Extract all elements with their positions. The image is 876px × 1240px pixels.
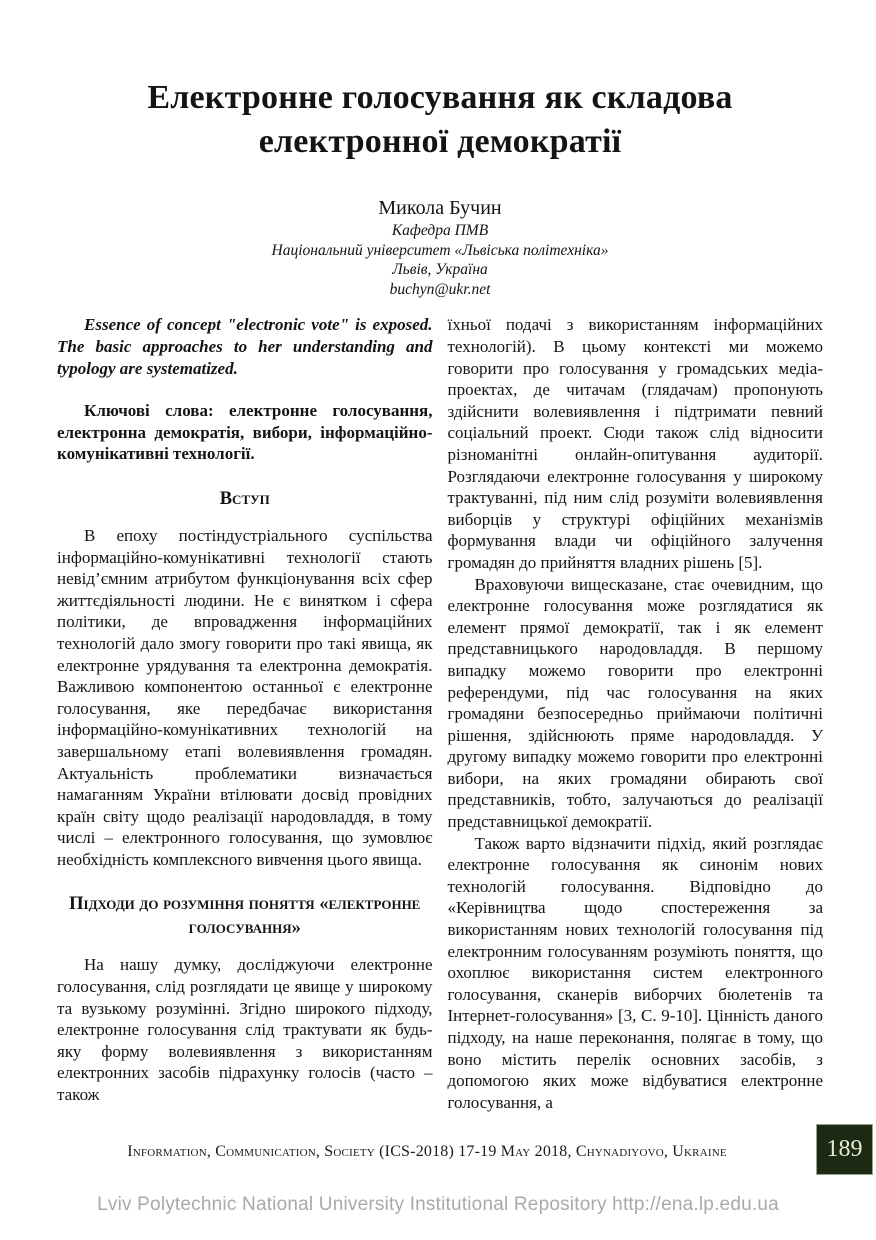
left-column (57, 314, 433, 1113)
intro-paragraph: В епоху постіндустріального суспільства інформаційно-комунікативні технології стають невід’ємним атрибутом функціонування всіх сфер життєдіяльності людини. Не є винятком і сфера політики, де впровадження інформаційних технологій дало змогу говорити про такі явища, як електронне урядування та електронна демократія. Важливою компонентою останньої є електронне голосування, яке передбачає використання інформаційно-комунікативних технологій на завершальному етапі волевиявлення громадян. Актуальність проблематики визначається намаганням України втілювати досвід провідних країн світу щодо реалізації народовладдя, в тому числі – електронного голосування, що зумовлює необхідність комплексного вивчення цього явища. (57, 525, 433, 869)
author-location: Львів, Україна (392, 261, 488, 279)
page-title: Електронне голосування як складова електронної демократії (147, 79, 733, 160)
right-paragraph-2: Враховуючи вищесказане, стає очевидним, що електронне голосування може розглядатися як елемент прямої демократії, так і як елемент представницького народовладдя. В першому випадку можемо говорити про електронні референдуми, під час голосування на яких громадяни безпосередньо приймаючи політичні рішення, здійснюють пряме народовладдя. У другому випадку можемо говорити про електронні вибори, на яких громадяни обирають свої представників, тобто, залучаються до реалізації представницької демократії. (447, 574, 823, 832)
conference-footer: Information, Communication, Society (ICS-2018) 17-19 May 2018, Chynadiyovo, Ukraine (127, 1143, 727, 1160)
keywords-text: Ключові слова: електронне голосування, електронна демократія, вибори, інформаційно-комунікативні технології. (57, 401, 433, 464)
right-paragraph-1: їхньої подачі з використанням інформаційних технологій). В цьому контексті ми можемо говорити про голосування у громадських медіа-проектах, де читачам (глядачам) пропонують здійснити волевиявлення і підтримати певний соціальний проект. Сюди також слід відносити різноманітні онлайн-опитування аудиторії. Розглядаючи електронне голосування у широкому трактуванні, під ним слід розуміти волевиявлення виборців у структурі офіційних механізмів формування влади чи офіційного залучення громадян до прийняття владних рішень [5]. (447, 315, 823, 572)
abstract-text: Essence of concept "electronic vote" is exposed. The basic approaches to her understanding and typology are systematized. (57, 315, 433, 378)
repository-watermark: Lviv Polytechnic National University Institutional Repository http://ena.lp.edu.ua (97, 1194, 779, 1215)
author-name: Микола Бучин (378, 197, 502, 220)
right-column (448, 314, 824, 1113)
author-department: Кафедра ПМВ (391, 222, 489, 240)
approaches-paragraph: На нашу думку, досліджуючи електронне голосування, слід розглядати це явище у широкому та вузькому розумінні. Згідно широкого підходу, електронне голосування слід трактувати як будь-яку форму волевиявлення з використанням електронних засобів підрахунку голосів (часто – також (57, 955, 433, 1105)
page-number-badge (816, 1124, 873, 1175)
author-block (57, 195, 823, 299)
page-number: 189 (826, 1136, 863, 1162)
two-column-body (57, 314, 823, 1113)
section-heading-vstup: Вступ (219, 488, 270, 509)
author-email: buchyn@ukr.net (389, 280, 491, 298)
right-paragraph-3: Також варто відзначити підхід, який розглядає електронне голосування як синонім нових технологій голосування. Відповідно до «Керівництва щодо спостереження за використанням нових технологій голосування під електронним голосуванням розуміють поняття, що охоплює використання систем електронного голосування, сканерів виборчих бюлетенів та Інтернет-голосування» [3, С. 9-10]. Цінність даного підходу, на наше переконання, полягає в тому, що воно містить перелік основних засобів, з допомогою яких може відбуватися електронне голосування, а (447, 833, 823, 1112)
author-university: Національний університет «Львіська політехніка» (271, 241, 609, 259)
page-content (57, 0, 823, 1113)
section-heading-approaches: Підходи до розуміння поняття «електронне голосування» (69, 894, 421, 939)
